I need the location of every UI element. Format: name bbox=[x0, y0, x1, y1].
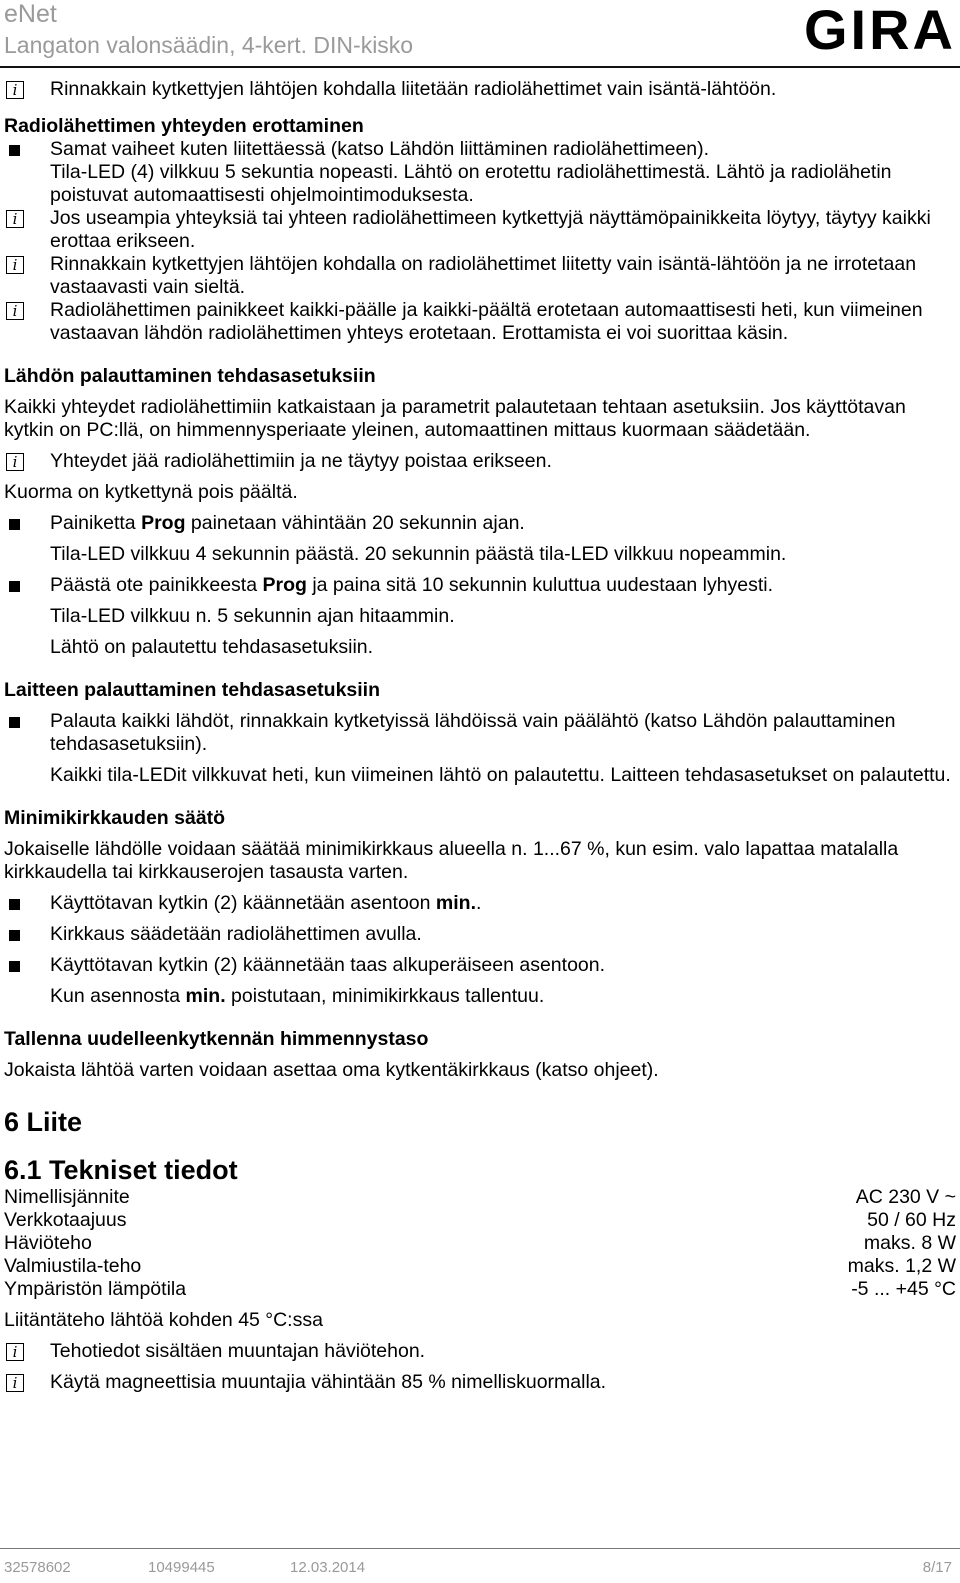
square-bullet-icon bbox=[9, 930, 20, 941]
spec-value: AC 230 V ~ bbox=[855, 1186, 956, 1208]
bullet-item bbox=[4, 138, 956, 161]
square-bullet-icon bbox=[9, 145, 20, 156]
info-icon: i bbox=[6, 1374, 24, 1392]
square-bullet-icon bbox=[9, 581, 20, 592]
page-header bbox=[0, 0, 960, 68]
result-text: Tila-LED vilkkuu 4 sekunnin päästä. 20 sekunnin päästä tila-LED vilkkuu nopeammin. bbox=[50, 543, 787, 565]
result-part: Kun asennosta bbox=[50, 985, 186, 1007]
square-bullet-icon bbox=[9, 961, 20, 972]
info-icon: i bbox=[6, 1343, 24, 1361]
bullet-item bbox=[4, 954, 956, 977]
bold-term: min. bbox=[435, 892, 477, 914]
bullet-item bbox=[4, 710, 956, 756]
product-name: eNet bbox=[4, 0, 57, 28]
paragraph: Liitäntäteho lähtöä kohden 45 °C:ssa bbox=[4, 1309, 323, 1331]
bold-term: Prog bbox=[262, 574, 307, 596]
paragraph: Kaikki yhteydet radiolähettimiin katkaistaan ja parametrit palautetaan tehtaan asetuksiin. Jos käyttötavan kytkin on PC:llä, on himmennysperiaate yleinen, automaattinen mittaus kuormaan säädetään. bbox=[4, 396, 906, 441]
spec-label: Häviöteho bbox=[4, 1232, 92, 1254]
paragraph: Jokaista lähtöä varten voidaan asettaa oma kytkentäkirkkaus (katso ohjeet). bbox=[4, 1059, 659, 1081]
table-row bbox=[4, 1232, 956, 1255]
bullet-text: painetaan vähintään 20 sekunnin ajan. bbox=[185, 512, 525, 534]
result-text: Tila-LED (4) vilkkuu 5 sekuntia nopeasti. Lähtö on erotettu radiolähettimestä. Lähtö ja radiolähetin poistuvat automaattisesti ohjelmointimoduksesta. bbox=[50, 161, 892, 206]
info-note bbox=[4, 299, 956, 345]
spec-label: Verkkotaajuus bbox=[4, 1209, 127, 1231]
bullet-text: Käyttötavan kytkin (2) käännetään taas alkuperäiseen asentoon. bbox=[50, 954, 606, 976]
result-text: Lähtö on palautettu tehdasasetuksiin. bbox=[50, 636, 374, 658]
result-text: Kaikki tila-LEDit vilkkuvat heti, kun viimeinen lähtö on palautettu. Laitteen tehdasasetukset on palautettu. bbox=[50, 764, 951, 786]
bullet-item bbox=[4, 574, 956, 597]
note-text: Yhteydet jää radiolähettimiin ja ne täytyy poistaa erikseen. bbox=[50, 450, 552, 472]
doc-code: 10499445 bbox=[148, 1559, 215, 1576]
doc-code: 32578602 bbox=[4, 1559, 71, 1576]
table-row bbox=[4, 1255, 956, 1278]
chapter-heading: 6 Liite bbox=[4, 1107, 83, 1137]
product-subtitle: Langaton valonsäädin, 4-kert. DIN-kisko bbox=[4, 32, 414, 58]
spec-label: Ympäristön lämpötila bbox=[4, 1278, 187, 1300]
bullet-text: Samat vaiheet kuten liitettäessä (katso Lähdön liittäminen radiolähettimeen). bbox=[50, 138, 710, 160]
doc-date: 12.03.2014 bbox=[290, 1559, 366, 1576]
square-bullet-icon bbox=[9, 899, 20, 910]
page-footer bbox=[0, 1548, 960, 1583]
bullet-text: Painiketta bbox=[50, 512, 142, 534]
subchapter-heading: 6.1 Tekniset tiedot bbox=[4, 1155, 238, 1185]
section-heading: Laitteen palauttaminen tehdasasetuksiin bbox=[4, 679, 381, 701]
note-text: Tehotiedot sisältäen muuntajan häviötehon. bbox=[50, 1340, 426, 1362]
section-heading: Radiolähettimen yhteyden erottaminen bbox=[4, 115, 364, 137]
result-text bbox=[4, 985, 956, 1008]
result-part: poistutaan, minimikirkkaus tallentuu. bbox=[225, 985, 545, 1007]
paragraph: Jokaiselle lähdölle voidaan säätää minimikirkkaus alueella n. 1...67 %, kun esim. valo lapattaa matalalla kirkkaudella tai kirkkauserojen tasausta varten. bbox=[4, 838, 899, 883]
info-icon: i bbox=[6, 256, 24, 274]
bold-term: min. bbox=[185, 985, 226, 1007]
square-bullet-icon bbox=[9, 519, 20, 530]
note-text: Radiolähettimen painikkeet kaikki-päälle ja kaikki-päältä erotetaan automaattisesti heti, kun viimeinen vastaavan lähdön radiolähettimen yhteys erotetaan. Erottamista ei voi suorittaa käsin. bbox=[50, 299, 923, 344]
table-row bbox=[4, 1278, 956, 1301]
bullet-text: Kirkkaus säädetään radiolähettimen avulla. bbox=[50, 923, 422, 945]
info-note bbox=[4, 1340, 956, 1363]
document-body bbox=[4, 78, 956, 1394]
result-text: Tila-LED vilkkuu n. 5 sekunnin ajan hitaammin. bbox=[50, 605, 455, 627]
section-heading: Minimikirkkauden säätö bbox=[4, 807, 226, 829]
note-text: Rinnakkain kytkettyjen lähtöjen kohdalla on radiolähettimet liitetty vain isäntä-lähtöön ja ne irrotetaan vastaavasti vain sieltä. bbox=[50, 253, 917, 298]
spec-value: maks. 1,2 W bbox=[847, 1255, 956, 1277]
paragraph: Kuorma on kytkettynä pois päältä. bbox=[4, 481, 298, 503]
info-note bbox=[4, 207, 956, 253]
bullet-text: . bbox=[476, 892, 482, 914]
spec-value: maks. 8 W bbox=[863, 1232, 956, 1254]
spec-label: Valmiustila-teho bbox=[4, 1255, 142, 1277]
info-icon: i bbox=[6, 453, 24, 471]
info-icon: i bbox=[6, 210, 24, 228]
spec-label: Nimellisjännite bbox=[4, 1186, 130, 1208]
spec-table bbox=[4, 1186, 956, 1301]
bullet-text: Käyttötavan kytkin (2) käännetään asentoon bbox=[50, 892, 436, 914]
bullet-text: ja paina sitä 10 sekunnin kuluttua uudestaan lyhyesti. bbox=[306, 574, 774, 596]
bullet-item bbox=[4, 512, 956, 535]
spec-value: -5 ... +45 °C bbox=[851, 1278, 956, 1300]
bullet-item bbox=[4, 923, 956, 946]
brand-logo: GIRA bbox=[804, 0, 956, 61]
info-note bbox=[4, 78, 956, 101]
spec-value: 50 / 60 Hz bbox=[867, 1209, 956, 1231]
table-row bbox=[4, 1209, 956, 1232]
info-note bbox=[4, 253, 956, 299]
note-text: Käytä magneettisia muuntajia vähintään 85 % nimelliskuormalla. bbox=[50, 1371, 607, 1393]
square-bullet-icon bbox=[9, 717, 20, 728]
note-text: Rinnakkain kytkettyjen lähtöjen kohdalla liitetään radiolähettimet vain isäntä-lähtöön. bbox=[50, 78, 777, 100]
bullet-text: Palauta kaikki lähdöt, rinnakkain kytketyissä lähdöissä vain päälähtö (katso Lähdön palauttaminen tehdasasetuksiin). bbox=[50, 710, 896, 755]
note-text: Jos useampia yhteyksiä tai yhteen radiolähettimeen kytkettyjä näyttämöpainikkeita löytyy, täytyy kaikki erottaa erikseen. bbox=[50, 207, 931, 252]
table-row bbox=[4, 1186, 956, 1209]
info-note bbox=[4, 450, 956, 473]
section-heading: Lähdön palauttaminen tehdasasetuksiin bbox=[4, 365, 376, 387]
bullet-text: Päästä ote painikkeesta bbox=[50, 574, 263, 596]
bold-term: Prog bbox=[141, 512, 186, 534]
section-heading: Tallenna uudelleenkytkennän himmennystaso bbox=[4, 1028, 429, 1050]
info-note bbox=[4, 1371, 956, 1394]
info-icon: i bbox=[6, 81, 24, 99]
bullet-item bbox=[4, 892, 956, 915]
info-icon: i bbox=[6, 302, 24, 320]
page-number: 8/17 bbox=[922, 1559, 952, 1576]
